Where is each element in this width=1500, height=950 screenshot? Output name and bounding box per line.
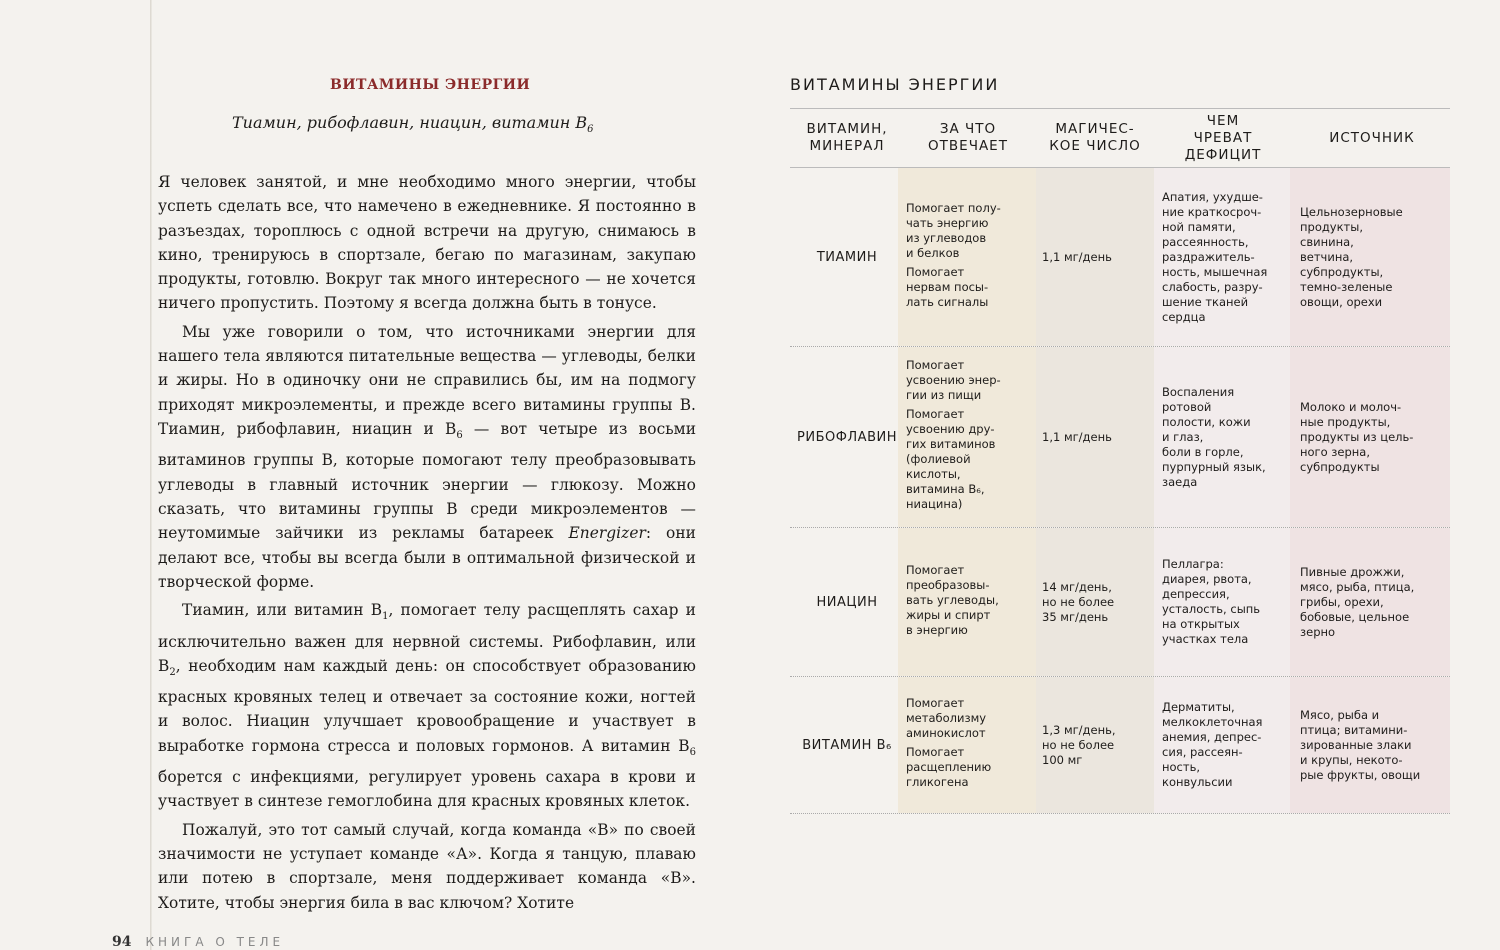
role-line-1: Помогает преобразовы- вать углеводы, жиры и спирт в энергию [906, 562, 999, 637]
header-dose: МАГИЧЕС- КОЕ ЧИСЛО [1049, 121, 1141, 154]
source-cell: Пивные дрожжи, мясо, рыба, птица, грибы, орехи, бобовые, цельное зерно [1290, 528, 1450, 676]
role-cell [898, 347, 1036, 527]
p3-part-c: , необходим нам каждый день: он способствует образованию красных кровяных телец и отвечает за состояние кожи, ногтей и волос. Ниацин улучшает кровообращение и участвует в выработке гормона стресса и половых гормонов. А витамин B [158, 656, 696, 755]
table-row [790, 347, 1450, 528]
table-row [790, 677, 1450, 814]
p3-part-b: , помогает телу расщеплять сахар и исключительно важен для нервной системы. Рибофлавин, или B [158, 601, 696, 675]
paragraph-2 [158, 320, 696, 594]
source-cell: Мясо, рыба и птица; витамини- зированные злаки и крупы, некото- рые фрукты, овощи [1290, 677, 1450, 813]
vitamins-table [790, 108, 1450, 814]
role-line-1: Помогает метаболизму аминокислот [906, 696, 987, 740]
page-number: 94 [112, 934, 132, 950]
role-cell [898, 168, 1036, 346]
role-line-1: Помогает усвоению энер- гии из пищи [906, 358, 1001, 402]
deficit-cell: Апатия, ухудше- ние краткосроч- ной памяти, рассеянность, раздражитель- ность, мышечная слабость, разру- шение тканей сердца [1154, 168, 1290, 346]
running-title: КНИГА О ТЕЛЕ [145, 935, 285, 949]
deficit-cell: Пеллагра: диарея, рвота, депрессия, усталость, сыпь на открытых участках тела [1154, 528, 1290, 676]
p3-part-d: борется с инфекциями, регулирует уровень сахара в крови и участвует в синтезе гемоглобина для красных кровяных клеток. [158, 768, 696, 811]
paragraph-1: Я человек занятой, и мне необходимо много энергии, чтобы успеть сделать все, что намечено в ежедневнике. Я постоянно в разъездах, тороплюсь с одной встречи на другую, снимаюсь в кино, тренируюсь в спортзале, бегаю по магазинам, закупаю продукты, готовлю. Вокруг так много интересного — не хочется ничего пропустить. Поэтому я всегда должна быть в тонусе. [158, 173, 696, 313]
dose-cell: 1,1 мг/день [1036, 168, 1154, 346]
chapter-title: ВИТАМИНЫ ЭНЕРГИИ [330, 77, 531, 93]
subtitle-text: Тиамин, рибофлавин, ниацин, витамин B [232, 113, 588, 132]
role-cell [898, 677, 1036, 813]
role-line-2: Помогает усвоению дру- гих витаминов (фолиевой кислоты, витамина B₆, ниацина) [906, 407, 996, 511]
paragraph-3 [158, 598, 696, 814]
p2-part-a: Мы уже говорили о том, что источниками энергии для нашего тела являются питательные вещества — углеводы, белки и жиры. Но в одиночку они не справились бы, им на подмогу приходят микроэлементы, и прежде всего витамины группы B. Тиамин, рибофлавин, ниацин и B [158, 322, 696, 438]
p2-part-b: — вот четыре из восьми витаминов группы B, которые помогают телу преобразовывать углеводы в главный источник энергии — глюкозу. Можно сказать, что витамины группы B среди микроэлементов — неутомимые зайчики из рекламы батареек [158, 419, 696, 543]
table-row [790, 168, 1450, 347]
paragraph-4: Пожалуй, это тот самый случай, когда команда «B» по своей значимости не уступает команде «А». Когда я танцую, плаваю или потею в спортзале, меня поддерживает команда «B». Хотите, чтобы энергия била в вас ключом? Хотите [158, 820, 696, 912]
role-line-2: Помогает расщеплению гликогена [906, 745, 992, 789]
header-deficit: ЧЕМ ЧРЕВАТ ДЕФИЦИТ [1184, 112, 1262, 163]
page-footer [112, 934, 284, 950]
p3-subscript-3: 6 [689, 746, 696, 758]
p2-subscript: 6 [456, 430, 463, 442]
vitamin-name: НИАЦИН [816, 594, 878, 610]
vitamin-name: ВИТАМИН B₆ [802, 737, 892, 753]
table-title: ВИТАМИНЫ ЭНЕРГИИ [790, 75, 1000, 94]
p2-part-c: : они делают все, чтобы вы всегда были в оптимальной физической и творческой форме. [158, 524, 696, 591]
dose-cell: 1,1 мг/день [1036, 347, 1154, 527]
table-row [790, 528, 1450, 677]
vitamin-name: ТИАМИН [816, 249, 878, 265]
p3-subscript-1: 1 [382, 611, 389, 623]
deficit-cell: Воспаления ротовой полости, кожи и глаз, боли в горле, пурпурный язык, заеда [1154, 347, 1290, 527]
vitamin-name: РИБОФЛАВИН [797, 429, 897, 445]
dose-cell: 1,3 мг/день, но не более 100 мг [1036, 677, 1154, 813]
table-header-row [790, 108, 1450, 168]
body-text [158, 170, 696, 915]
header-vitamin: ВИТАМИН, МИНЕРАЛ [806, 121, 888, 154]
role-cell [898, 528, 1036, 676]
deficit-cell: Дерматиты, мелкоклеточная анемия, депрес- сия, рассеян- ность, конвульсии [1154, 677, 1290, 813]
header-source: ИСТОЧНИК [1329, 129, 1415, 146]
p3-subscript-2: 2 [169, 666, 176, 678]
p3-part-a: Тиамин, или витамин B [182, 601, 383, 620]
chapter-subtitle [232, 113, 594, 135]
role-line-2: Помогает нервам посы- лать сигналы [906, 264, 989, 309]
source-cell: Цельнозерновые продукты, свинина, ветчина, субпродукты, темно-зеленые овощи, орехи [1290, 168, 1450, 346]
p2-brand: Energizer [568, 524, 646, 543]
dose-cell: 14 мг/день, но не более 35 мг/день [1036, 528, 1154, 676]
header-role: ЗА ЧТО ОТВЕЧАЕТ [928, 121, 1008, 154]
source-cell: Молоко и молоч- ные продукты, продукты из цель- ного зерна, субпродукты [1290, 347, 1450, 527]
subtitle-subscript: 6 [587, 124, 594, 136]
role-line-1: Помогает полу- чать энергию из углеводов и белков [906, 200, 1001, 260]
